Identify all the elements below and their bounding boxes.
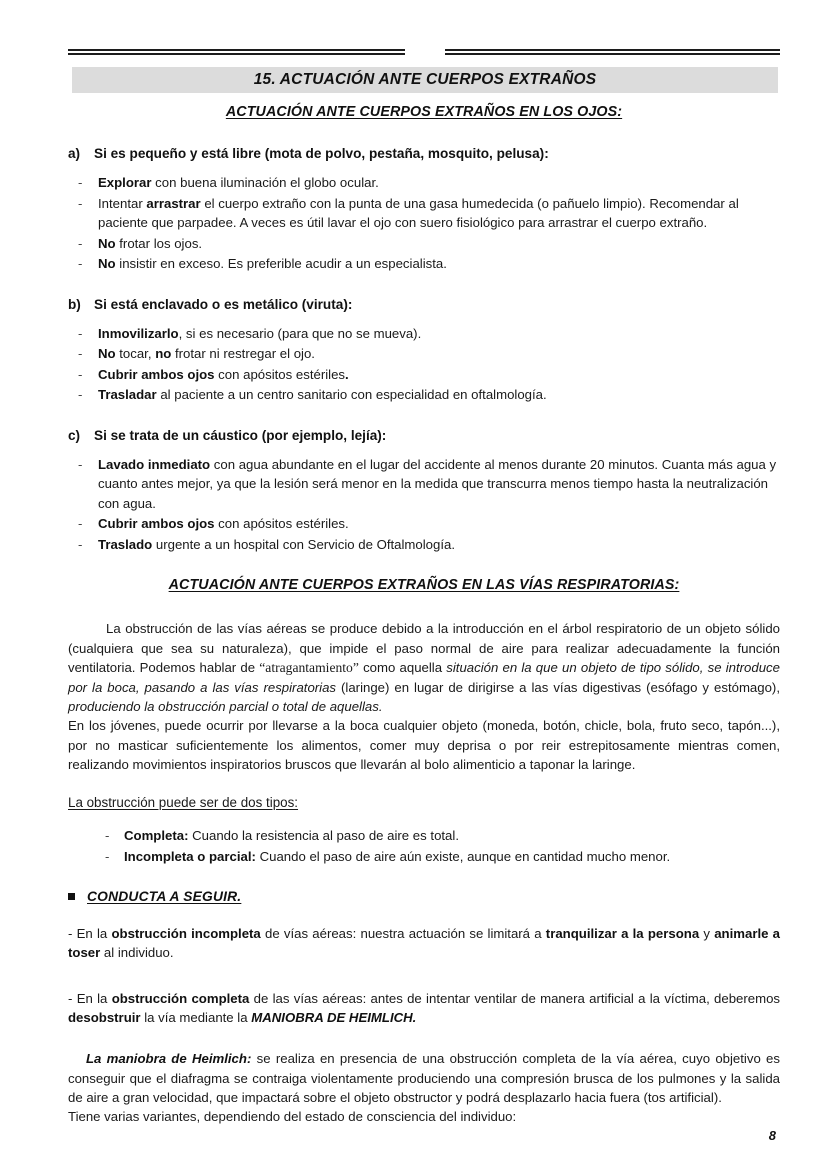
list-item — [68, 254, 780, 274]
conducta-heading — [68, 889, 780, 904]
list-item — [68, 826, 780, 846]
list-item — [68, 173, 780, 193]
list-item — [68, 234, 780, 254]
list-item — [68, 847, 780, 867]
incomplete-obstruction-paragraph — [68, 924, 780, 963]
dash-marker: - — [78, 346, 83, 362]
subsection-b-heading — [68, 297, 780, 312]
types-lead-text: La obstrucción puede ser de dos tipos: — [68, 795, 299, 811]
item-rest: con apósitos estériles. — [214, 516, 349, 532]
item-rest: el cuerpo extraño con la punta de una gasa humedecida (o pañuelo limpio). Recomendar al paciente que parpadee. A veces es útil lavar el ojo con suero fisiológico para arrastrar el cuerpo extraño. — [98, 195, 739, 231]
subsection-c-text: Si se trata de un cáustico (por ejemplo, lejía): — [94, 427, 387, 443]
item-lead: Completa: — [124, 828, 189, 844]
item-lead: Traslado — [98, 536, 153, 552]
item-rest: urgente a un hospital con Servicio de Oftalmología. — [152, 536, 456, 552]
com-text-c: la vía mediante la — [140, 1010, 252, 1025]
inc-text-c: y — [699, 926, 715, 942]
subsection-a-text: Si es pequeño y está libre (mota de polvo, pestaña, mosquito, pelusa): — [94, 146, 549, 161]
par1-text-a: La obstrucción de las vías aéreas se produce debido a la introducción en el árbol respiratorio de un objeto sólido (cualquiera que sea su naturaleza), que impide el paso normal de aire para realizar adecuadamente la función ventilatoria. Podemos hablar de — [68, 621, 780, 675]
dash-marker: - — [105, 828, 110, 844]
item-lead: Trasladar — [98, 387, 157, 403]
list-item — [68, 194, 780, 233]
item-lead: arrastrar — [146, 195, 201, 211]
list-group-c — [68, 455, 780, 555]
item-rest: , si es necesario (para que no se mueva). — [178, 325, 422, 341]
item-lead: No — [98, 235, 116, 251]
inc-bold-2: tranquilizar a la persona — [545, 926, 700, 942]
dash-marker: - — [78, 366, 83, 382]
list-item — [68, 324, 780, 344]
item-rest: con buena iluminación el globo ocular. — [151, 175, 379, 190]
list-group-b — [68, 324, 780, 405]
page-title-banner — [72, 67, 778, 93]
dash-marker: - — [78, 387, 83, 403]
subsection-a-label: a) — [68, 146, 81, 161]
inc-bold-3: animarle a toser — [68, 926, 781, 961]
list-item — [68, 514, 780, 534]
item-rest: insistir en exceso. Es preferible acudir a un especialista. — [115, 256, 447, 272]
item-lead: Incompleta o parcial: — [124, 848, 256, 864]
list-obstruction-types — [68, 826, 780, 866]
list-group-a — [68, 173, 780, 274]
par1-quoted-term: “atragantamiento” — [259, 659, 359, 675]
item-lead: No — [98, 256, 116, 272]
item-lead: Cubrir ambos ojos — [98, 366, 215, 382]
item-lead-2: no — [155, 346, 172, 362]
header-rules — [0, 49, 828, 59]
dash-marker: - — [78, 516, 83, 532]
item-rest: con agua abundante en el lugar del accidente al menos durante 20 minutos. Cuanta más agua y cuanto antes mejor, ya que la lesión será menor en la medida que transcurra menos tiempo hasta la neutralización con agua. — [98, 456, 777, 511]
heimlich-closing-line: Tiene varias variantes, dependiendo del estado de consciencia del individuo: — [68, 1109, 517, 1125]
dash-marker: - — [78, 256, 83, 272]
dash-marker: - — [78, 325, 83, 341]
inc-bold-1: obstrucción incompleta — [111, 926, 261, 942]
heimlich-body: se realiza en presencia de una obstrucción completa de la vía aérea, cuyo objetivo es conseguir que el diafragma se contraiga violentamente produciendo una compresión brusca de los pulmones y la salida de aire a gran velocidad, que impactará sobre el objeto obstructor y podrá desplazarlo hacia fuera (tos artificial). — [68, 1051, 780, 1105]
subsection-a-heading — [68, 146, 780, 161]
document-content — [68, 104, 780, 1126]
par1-text-b: como aquella — [358, 659, 447, 675]
item-rest: Cuando el paso de aire aún existe, aunque en cantidad mucho menor. — [255, 848, 671, 864]
item-pre: Intentar — [98, 195, 147, 211]
item-lead: No — [98, 346, 116, 362]
list-item — [68, 365, 780, 385]
com-bold-1: obstrucción completa — [111, 990, 250, 1006]
inc-text-d: al individuo. — [100, 945, 174, 961]
item-rest: frotar ni restregar el ojo. — [171, 346, 315, 362]
dash-marker: - — [78, 195, 83, 211]
section-heading-airway: ACTUACIÓN ANTE CUERPOS EXTRAÑOS EN LAS VÍAS RESPIRATORIAS: — [168, 577, 680, 594]
types-lead-line — [68, 794, 780, 812]
item-tail: . — [345, 366, 349, 382]
item-rest: con apósitos estériles — [214, 366, 345, 382]
dash-marker: - — [78, 536, 83, 552]
subsection-b-text: Si está enclavado o es metálico (viruta): — [94, 296, 353, 312]
item-mid: tocar, — [115, 346, 156, 362]
com-text-b: de las vías aéreas: antes de intentar ventilar de manera artificial a la víctima, deberemos — [249, 990, 781, 1006]
list-item — [68, 455, 780, 514]
heimlich-lead: La maniobra de Heimlich: — [86, 1051, 252, 1067]
par1-text-c: (laringe) en lugar de dirigirse a las vías digestivas (esófago y estómago), — [336, 679, 780, 695]
item-lead: Inmovilizarlo — [98, 325, 179, 341]
complete-obstruction-paragraph — [68, 989, 780, 1028]
list-item — [68, 385, 780, 405]
item-rest: Cuando la resistencia al paso de aire es total. — [188, 828, 459, 844]
item-lead: Cubrir ambos ojos — [98, 516, 215, 532]
heimlich-paragraph — [68, 1049, 780, 1107]
par1-italic-1: situación en la que un objeto de tipo sólido, se introduce por la boca, pasando a las vías respiratorias — [68, 659, 780, 695]
page-number: 8 — [768, 1128, 776, 1143]
com-maniobra-heimlich: MANIOBRA DE HEIMLICH. — [251, 1010, 417, 1025]
list-item — [68, 535, 780, 555]
dash-marker: - — [78, 175, 83, 190]
item-rest: frotar los ojos. — [115, 235, 203, 251]
header-rule-left — [68, 49, 405, 55]
airway-paragraph-1 — [68, 619, 780, 716]
page-title: 15. ACTUACIÓN ANTE CUERPOS EXTRAÑOS — [253, 71, 597, 88]
dash-marker: - — [78, 235, 83, 251]
subsection-c-label: c) — [68, 427, 81, 443]
subsection-c-heading — [68, 428, 780, 443]
inc-text-a: - En la — [68, 926, 112, 942]
item-rest: al paciente a un centro sanitario con especialidad en oftalmología. — [156, 387, 547, 403]
dash-marker: - — [105, 848, 110, 864]
subsection-b-label: b) — [68, 296, 81, 312]
conducta-heading-text: CONDUCTA A SEGUIR. — [87, 889, 242, 905]
airway-paragraph-2: En los jóvenes, puede ocurrir por llevarse a la boca cualquier objeto (moneda, botón, chicle, bola, fruto seco, tapón...), por no masticar suficientemente los alimentos, comer muy deprisa o por reir estrepitosamente mientras comen, realizando movimientos inspiratorios bruscos que llevarán al bolo alimenticio a taponar la laringe. — [68, 718, 780, 772]
section-heading-eyes: ACTUACIÓN ANTE CUERPOS EXTRAÑOS EN LOS OJOS: — [225, 104, 623, 120]
com-bold-2: desobstruir — [68, 1010, 141, 1025]
item-lead: Explorar — [98, 175, 152, 190]
list-item — [68, 344, 780, 364]
item-lead: Lavado inmediato — [98, 456, 211, 472]
par1-italic-2: produciendo la obstrucción parcial o total de aquellas. — [68, 699, 383, 715]
inc-text-b: de vías aéreas: nuestra actuación se limitará a — [260, 926, 546, 942]
com-text-a: - En la — [68, 990, 112, 1006]
dash-marker: - — [78, 456, 83, 472]
square-bullet-icon — [68, 893, 75, 900]
header-rule-right — [445, 49, 780, 55]
